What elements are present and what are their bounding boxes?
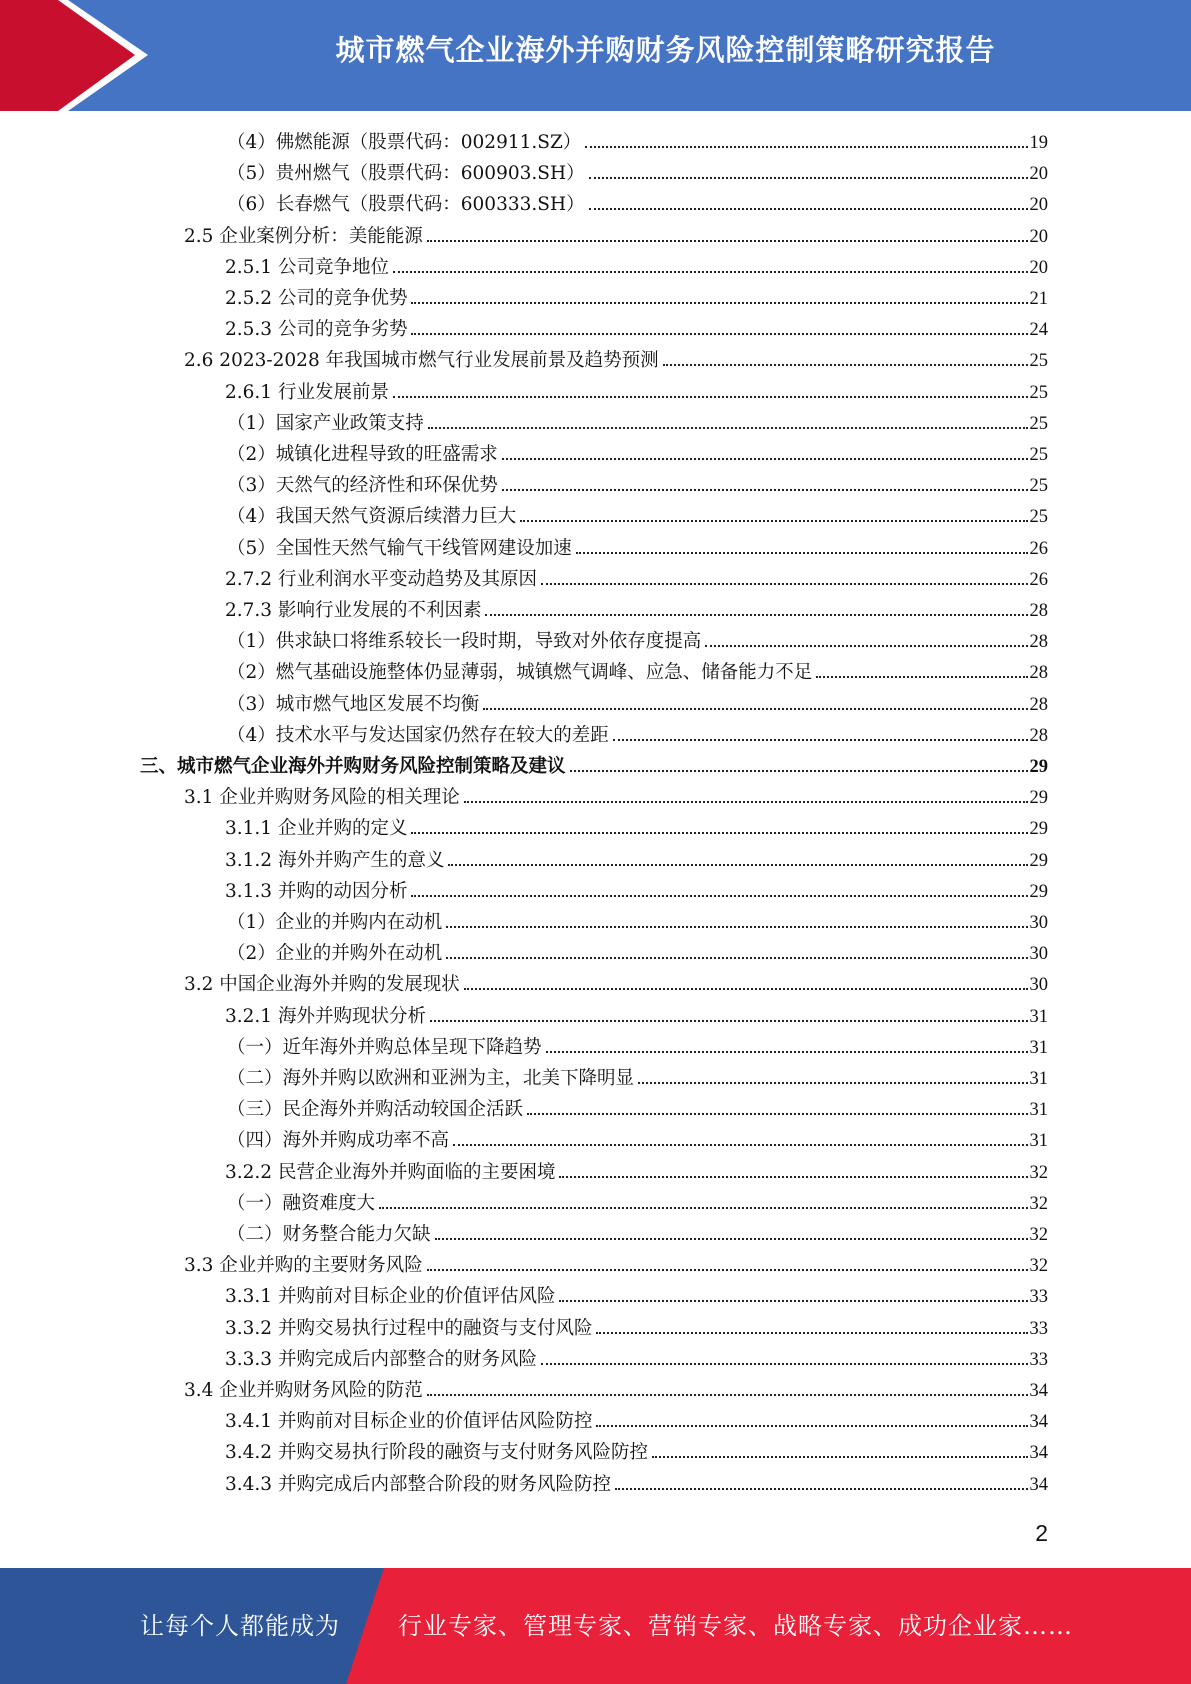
toc-entry-title: 3.1 企业并购财务风险的相关理论: [184, 787, 460, 809]
toc-entry-title: （6）长春燃气（股票代码：600333.SH）: [227, 194, 585, 216]
toc-dot-leader: [485, 614, 1027, 616]
toc-entry-page: 20: [1029, 257, 1048, 278]
toc-entry-title: 2.5 企业案例分析：美能能源: [184, 225, 423, 247]
toc-dot-leader: [483, 708, 1027, 710]
toc-entry-title: 3.2.1 海外并购现状分析: [225, 1005, 426, 1027]
toc-dot-leader: [427, 240, 1028, 242]
toc-entry[interactable]: [227, 657, 1048, 688]
toc-entry[interactable]: [227, 720, 1048, 751]
toc-dot-leader: [705, 645, 1027, 647]
toc-entry[interactable]: [227, 1094, 1048, 1125]
toc-entry[interactable]: [225, 314, 1048, 345]
toc-dot-leader: [411, 302, 1027, 304]
toc-entry-title: 3.2 中国企业海外并购的发展现状: [184, 974, 460, 996]
toc-dot-leader: [589, 177, 1028, 179]
toc-dot-leader: [430, 1020, 1028, 1022]
toc-entry-title: （4）技术水平与发达国家仍然存在较大的差距: [227, 724, 609, 746]
toc-dot-leader: [652, 1456, 1028, 1458]
toc-entry-page: 34: [1029, 1412, 1048, 1433]
toc-entry-title: 3.3.2 并购交易执行过程中的融资与支付风险: [225, 1317, 593, 1339]
toc-entry[interactable]: [225, 595, 1048, 626]
toc-entry[interactable]: [225, 876, 1048, 907]
toc-dot-leader: [379, 1207, 1027, 1209]
toc-entry-page: 25: [1029, 507, 1048, 528]
toc-entry-page: 28: [1029, 632, 1048, 653]
toc-entry-title: 3.3 企业并购的主要财务风险: [184, 1255, 423, 1277]
toc-entry-page: 29: [1029, 819, 1048, 840]
toc-entry[interactable]: [225, 1344, 1048, 1375]
toc-entry-page: 31: [1029, 1131, 1048, 1152]
footer-slogan-right: 行业专家、管理专家、营销专家、战略专家、成功企业家……: [398, 1612, 1073, 1640]
toc-entry-title: 2.6.1 行业发展前景: [225, 381, 389, 403]
toc-entry[interactable]: [227, 938, 1048, 969]
toc-entry[interactable]: [140, 751, 1048, 782]
toc-entry-title: 2.5.2 公司的竞争优势: [225, 288, 408, 309]
toc-entry-title: （1）供求缺口将维系较长一段时期，导致对外依存度提高: [227, 631, 702, 653]
toc-entry[interactable]: [227, 127, 1048, 158]
toc-entry-title: （1）企业的并购内在动机: [227, 912, 443, 933]
toc-entry-title: （2）企业的并购外在动机: [227, 943, 443, 965]
toc-entry[interactable]: [227, 626, 1048, 657]
toc-entry-title: 2.7.3 影响行业发展的不利因素: [225, 600, 482, 621]
toc-entry[interactable]: [227, 1063, 1048, 1094]
toc-entry-title: 3.3.1 并购前对目标企业的价值评估风险: [225, 1286, 556, 1308]
toc-dot-leader: [570, 770, 1028, 772]
toc-entry-title: 3.1.1 企业并购的定义: [225, 818, 408, 840]
toc-entry-page: 34: [1029, 1474, 1048, 1495]
toc-dot-leader: [576, 552, 1028, 554]
page-footer: [0, 1568, 1191, 1684]
toc-entry[interactable]: [225, 1313, 1048, 1344]
toc-entry[interactable]: [225, 377, 1048, 408]
toc-entry-title: 3.3.3 并购完成后内部整合的财务风险: [225, 1348, 537, 1370]
toc-entry-page: 33: [1029, 1318, 1048, 1339]
toc-entry[interactable]: [227, 1219, 1048, 1250]
toc-entry-page: 33: [1029, 1287, 1048, 1308]
toc-entry-title: 3.1.2 海外并购产生的意义: [225, 849, 445, 871]
toc-entry[interactable]: [225, 1469, 1048, 1500]
toc-entry-title: 3.1.3 并购的动因分析: [225, 880, 408, 902]
toc-dot-leader: [585, 146, 1027, 148]
toc-entry-title: （一）近年海外并购总体呈现下降趋势: [227, 1036, 542, 1058]
toc-entry-title: （5）全国性天然气输气干线管网建设加速: [227, 537, 572, 559]
toc-dot-leader: [541, 583, 1028, 585]
toc-entry-page: 29: [1029, 881, 1048, 902]
toc-entry-page: 29: [1029, 788, 1048, 809]
toc-entry-title: （二）海外并购以欧洲和亚洲为主，北美下降明显: [227, 1068, 635, 1089]
toc-entry-page: 25: [1029, 476, 1048, 497]
toc-entry[interactable]: [225, 1281, 1048, 1312]
toc-entry-page: 25: [1029, 382, 1048, 403]
toc-entry[interactable]: [227, 689, 1048, 720]
toc-entry-title: （1）国家产业政策支持: [227, 412, 424, 434]
toc-entry[interactable]: [225, 1001, 1048, 1032]
toc-dot-leader: [546, 1051, 1028, 1053]
toc-dot-leader: [393, 396, 1028, 398]
toc-entry-page: 30: [1029, 944, 1048, 965]
toc-entry-title: 3.2.2 民营企业海外并购面临的主要困境: [225, 1161, 556, 1183]
toc-dot-leader: [411, 333, 1027, 335]
toc-entry-title: （一）融资难度大: [227, 1192, 376, 1214]
toc-entry[interactable]: [227, 470, 1048, 501]
toc-dot-leader: [638, 1082, 1027, 1084]
toc-entry-page: 33: [1029, 1349, 1048, 1370]
toc-entry-page: 25: [1029, 351, 1048, 372]
page-number: 2: [1035, 1520, 1048, 1546]
toc-entry[interactable]: [225, 1437, 1048, 1468]
toc-entry-title: 3.4.1 并购前对目标企业的价值评估风险防控: [225, 1411, 593, 1433]
toc-entry[interactable]: [225, 1406, 1048, 1437]
toc-entry[interactable]: [227, 408, 1048, 439]
toc-dot-leader: [411, 832, 1027, 834]
toc-entry-page: 29: [1029, 757, 1048, 777]
footer-slogan-left: 让每个人都能成为: [140, 1612, 340, 1640]
toc-entry[interactable]: [225, 564, 1048, 595]
toc-entry-page: 26: [1029, 538, 1048, 559]
toc-entry-title: 2.5.1 公司竞争地位: [225, 256, 389, 278]
toc-entry[interactable]: [225, 252, 1048, 283]
toc-entry-title: （4）我国天然气资源后续潜力巨大: [227, 506, 517, 528]
toc-entry-page: 29: [1029, 850, 1048, 871]
toc-dot-leader: [435, 1238, 1028, 1240]
toc-entry[interactable]: [227, 439, 1048, 470]
toc-dot-leader: [596, 1425, 1027, 1427]
toc-entry-page: 25: [1029, 445, 1048, 465]
toc-dot-leader: [613, 739, 1028, 741]
toc-dot-leader: [559, 1176, 1027, 1178]
toc-entry-title: （2）城镇化进程导致的旺盛需求: [227, 444, 498, 465]
toc-entry-page: 31: [1029, 1100, 1048, 1121]
toc-entry-page: 32: [1029, 1225, 1048, 1245]
toc-entry[interactable]: [227, 1188, 1048, 1219]
toc-entry-title: （4）佛燃能源（股票代码：002911.SZ）: [227, 132, 582, 153]
toc-entry-page: 34: [1029, 1381, 1048, 1401]
toc-entry-title: 3.4.3 并购完成后内部整合阶段的财务风险防控: [225, 1473, 611, 1495]
toc-entry[interactable]: [227, 1125, 1048, 1156]
toc-entry[interactable]: [184, 1250, 1048, 1281]
toc-entry-page: 21: [1029, 289, 1048, 309]
toc-entry-page: 24: [1029, 320, 1048, 341]
toc-entry[interactable]: [227, 158, 1048, 189]
toc-dot-leader: [559, 1300, 1027, 1302]
toc-entry-title: 3.4 企业并购财务风险的防范: [184, 1380, 423, 1401]
toc-dot-leader: [428, 427, 1028, 429]
toc-entry-page: 28: [1029, 663, 1048, 684]
toc-entry-page: 19: [1029, 133, 1048, 153]
toc-entry-page: 34: [1029, 1443, 1048, 1464]
toc-entry[interactable]: [225, 1157, 1048, 1188]
toc-dot-leader: [589, 208, 1028, 210]
toc-entry-title: 2.6 2023-2028 年我国城市燃气行业发展前景及趋势预测: [184, 350, 659, 372]
toc-dot-leader: [427, 1269, 1028, 1271]
toc-entry-page: 28: [1029, 601, 1048, 621]
toc-entry-page: 20: [1029, 195, 1048, 216]
toc-entry-page: 32: [1029, 1162, 1048, 1183]
toc-entry[interactable]: [184, 221, 1048, 252]
toc-dot-leader: [446, 926, 1027, 928]
toc-dot-leader: [596, 1332, 1027, 1334]
toc-entry-page: 31: [1029, 1006, 1048, 1027]
toc-dot-leader: [464, 801, 1028, 803]
toc-entry-page: 20: [1029, 226, 1048, 247]
toc-entry-page: 28: [1029, 694, 1048, 715]
toc-entry-title: （三）民企海外并购活动较国企活跃: [227, 1099, 524, 1121]
toc-entry[interactable]: [184, 1375, 1048, 1406]
toc-dot-leader: [527, 1113, 1027, 1115]
toc-entry[interactable]: [227, 533, 1048, 564]
toc-dot-leader: [816, 676, 1027, 678]
toc-entry-page: 20: [1029, 164, 1048, 185]
toc-entry-title: 3.4.2 并购交易执行阶段的融资与支付财务风险防控: [225, 1442, 648, 1464]
report-title: 城市燃气企业海外并购财务风险控制策略研究报告: [335, 33, 996, 67]
toc-entry[interactable]: [225, 283, 1048, 314]
toc-dot-leader: [448, 864, 1027, 866]
toc-entry-title: （5）贵州燃气（股票代码：600903.SH）: [227, 163, 585, 185]
toc-entry-page: 30: [1029, 913, 1048, 933]
toc-entry[interactable]: [227, 189, 1048, 220]
toc-dot-leader: [446, 957, 1027, 959]
toc-entry-page: 28: [1029, 725, 1048, 746]
toc-entry[interactable]: [184, 345, 1048, 376]
toc-dot-leader: [502, 489, 1028, 491]
toc-entry[interactable]: [184, 782, 1048, 813]
toc-entry-page: 31: [1029, 1069, 1048, 1089]
toc-entry[interactable]: [225, 845, 1048, 876]
toc-entry-page: 26: [1029, 569, 1048, 590]
toc-entry-page: 31: [1029, 1037, 1048, 1058]
toc-dot-leader: [427, 1394, 1028, 1396]
toc-dot-leader: [393, 271, 1028, 273]
toc-entry-title: 2.7.2 行业利润水平变动趋势及其原因: [225, 568, 537, 590]
toc-entry-page: 25: [1029, 413, 1048, 434]
toc-entry-page: 30: [1029, 975, 1048, 996]
toc-entry-page: 32: [1029, 1193, 1048, 1214]
toc-dot-leader: [663, 364, 1028, 366]
toc-entry-title: （四）海外并购成功率不高: [227, 1130, 450, 1152]
toc-entry-title: 三、城市燃气企业海外并购财务风险控制策略及建议: [140, 756, 566, 777]
toc-entry-title: （3）城市燃气地区发展不均衡: [227, 693, 480, 715]
page-header: [0, 0, 1191, 111]
toc-dot-leader: [615, 1488, 1028, 1490]
toc-entry-title: （3）天然气的经济性和环保优势: [227, 475, 498, 497]
toc-dot-leader: [464, 988, 1028, 990]
toc-entry-page: 32: [1029, 1256, 1048, 1277]
toc-dot-leader: [502, 458, 1028, 460]
toc-entry-title: （二）财务整合能力欠缺: [227, 1224, 431, 1245]
toc-entry-title: 2.5.3 公司的竞争劣势: [225, 319, 408, 341]
toc-dot-leader: [541, 1363, 1028, 1365]
toc-entry[interactable]: [227, 1032, 1048, 1063]
toc-entry[interactable]: [225, 813, 1048, 844]
toc-entry[interactable]: [227, 907, 1048, 938]
toc-entry[interactable]: [227, 501, 1048, 532]
toc-dot-leader: [520, 520, 1027, 522]
toc-entry-title: （2）燃气基础设施整体仍显薄弱，城镇燃气调峰、应急、储备能力不足: [227, 662, 813, 684]
toc-entry[interactable]: [184, 969, 1048, 1000]
toc-dot-leader: [453, 1144, 1027, 1146]
toc-dot-leader: [411, 895, 1027, 897]
